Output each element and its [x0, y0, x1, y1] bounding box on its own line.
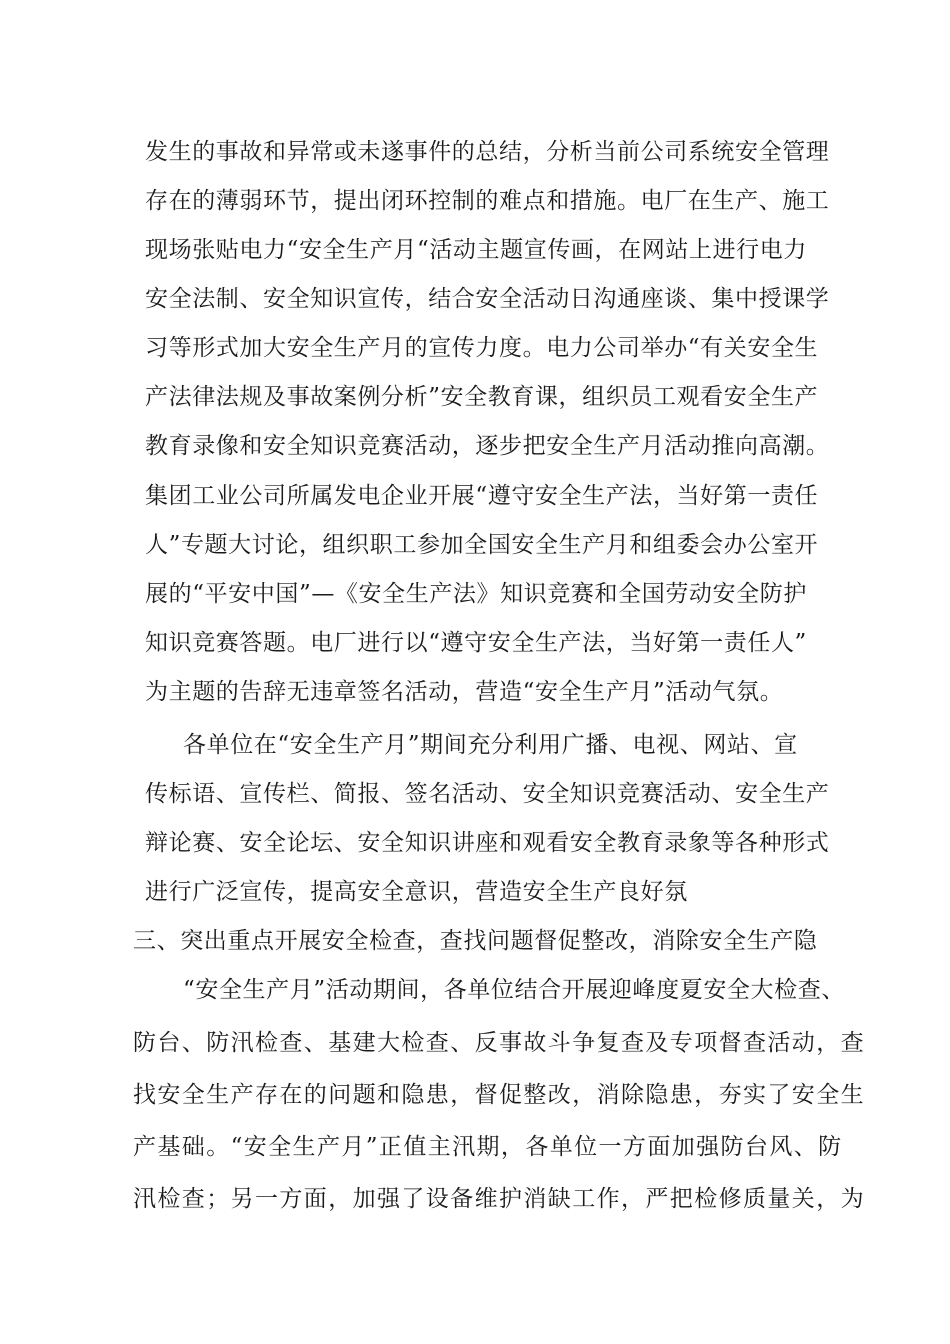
text-line: 习等形式加大安全生产月的宣传力度。电力公司举办“有关安全生: [145, 335, 819, 361]
section-heading-text: 三、突出重点开展安全检查，查找问题督促整改，消除安全生产隐: [133, 928, 818, 954]
text-line: 辩论赛、安全论坛、安全知识讲座和观看安全教育录象等各种形式: [145, 830, 830, 856]
text-line: 集团工业公司所属发电企业开展“遵守安全生产法，当好第一责任: [145, 483, 819, 509]
text-line: 发生的事故和异常或未遂事件的总结，分析当前公司系统安全管理: [145, 139, 830, 165]
text-line: 产基础。“安全生产月”正值主汛期，各单位一方面加强防台风、防: [133, 1134, 843, 1160]
text-line: 各单位在“安全生产月”期间充分利用广播、电视、网站、宣: [183, 732, 798, 758]
text-line: 找安全生产存在的问题和隐患，督促整改，消除隐患，夯实了安全生: [133, 1082, 865, 1108]
text-line: 安全法制、安全知识宣传，结合安全活动日沟通座谈、集中授课学: [145, 286, 830, 312]
text-line: 现场张贴电力“安全生产月“活动主题宣传画，在网站上进行电力: [145, 237, 807, 263]
text-line: 传标语、宣传栏、简报、签名活动、安全知识竞赛活动、安全生产: [145, 781, 830, 807]
text-line: 汛检查；另一方面，加强了设备维护消缺工作，严把检修质量关，为: [133, 1186, 865, 1212]
text-line: 产法律法规及事故案例分析”安全教育课，组织员工观看安全生产: [145, 384, 819, 410]
text-line: 防台、防汛检查、基建大检查、反事故斗争复查及专项督查活动，查: [133, 1030, 865, 1056]
text-line: 进行广泛宣传，提高安全意识，营造安全生产良好氛: [145, 879, 688, 905]
text-line: 为主题的告辞无违章签名活动，营造“安全生产月”活动气氛。: [145, 679, 784, 705]
text-line: 知识竞赛答题。电厂进行以“遵守安全生产法，当好第一责任人”: [145, 630, 807, 656]
text-line: 教育录像和安全知识竞赛活动，逐步把安全生产月活动推向高潮。: [145, 433, 830, 459]
text-line: 存在的薄弱环节，提出闭环控制的难点和措施。电厂在生产、施工: [145, 188, 830, 214]
text-line: “安全生产月”活动期间，各单位结合开展迎峰度夏安全大检查、: [183, 977, 845, 1003]
text-line: 人”专题大讨论，组织职工参加全国安全生产月和组委会办公室开: [145, 532, 819, 558]
text-line: 展的“平安中国”—《安全生产法》知识竞赛和全国劳动安全防护: [145, 581, 807, 607]
